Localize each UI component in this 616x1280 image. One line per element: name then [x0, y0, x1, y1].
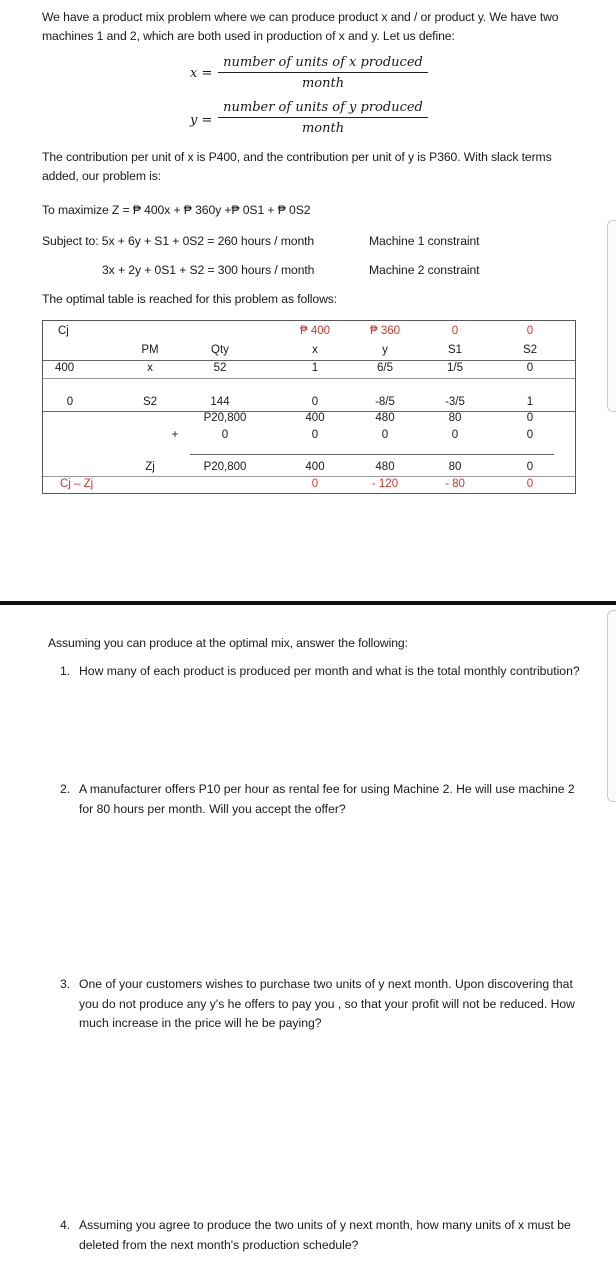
scroll-tab[interactable]: [607, 220, 616, 412]
question-number: 1.: [60, 664, 71, 678]
table-divider: [190, 454, 554, 455]
question-text: you do not produce any y's he offers to pay you , so that your profit will not be reduced. How: [79, 996, 575, 1011]
cjzj-label: Cj – Zj: [60, 478, 94, 490]
header-s2: S2: [522, 344, 538, 356]
intro-line-2: machines 1 and 2, which are both used in production of x and y. Let us define:: [42, 29, 455, 43]
constraint-2: 3x + 2y + 0S1 + S2 = 300 hours / month: [102, 263, 315, 277]
constraint-1-note: Machine 1 constraint: [369, 234, 480, 248]
plus-sign: +: [171, 429, 179, 441]
sub1-s2: 0: [526, 412, 534, 424]
question-text: for 80 hours per month. Will you accept the offer?: [79, 801, 346, 816]
x-definition-fraction: [218, 55, 428, 91]
x-definition-numerator: number of units of x produced: [218, 55, 428, 73]
question-number: 4.: [60, 1218, 71, 1232]
sub2-s2: 0: [526, 429, 534, 441]
row1-qty: 52: [213, 362, 227, 374]
sub2-y: 0: [381, 429, 389, 441]
row2-y: -8/5: [375, 396, 395, 408]
zj-s2: 0: [526, 461, 534, 473]
section-divider: [0, 601, 616, 605]
x-definition-label: x =: [190, 66, 213, 81]
zj-x: 400: [305, 461, 325, 473]
table-divider: [43, 476, 575, 477]
question-text: A manufacturer offers P10 per hour as rental fee for using Machine 2. He will use machine 2: [79, 782, 575, 796]
objective-function: To maximize Z = ₱ 400x + ₱ 360y +₱ 0S1 + ₱ 0S2: [42, 203, 311, 217]
question-text: Assuming you agree to produce the two units of y next month, how many units of x must be: [79, 1218, 571, 1232]
zj-y: 480: [375, 461, 395, 473]
y-definition-label: y =: [190, 113, 213, 128]
row2-s2: 1: [526, 396, 534, 408]
intro-line-1: We have a product mix problem where we can produce product x and / or product y. We have two: [42, 10, 559, 24]
row1-pm: x: [147, 362, 153, 374]
question-text: deleted from the next month's production schedule?: [79, 1237, 359, 1252]
sub1-qty: P20,800: [203, 412, 247, 424]
header-s1: S1: [447, 344, 463, 356]
sub1-x: 400: [305, 412, 325, 424]
cjzj-s1: - 80: [445, 478, 465, 490]
row2-qty: 144: [210, 396, 230, 408]
question-text: How many of each product is produced per month and what is the total monthly contribution?: [79, 664, 580, 678]
sub2-x: 0: [311, 429, 319, 441]
row1-s1: 1/5: [447, 362, 463, 374]
row2-pm: S2: [142, 396, 158, 408]
cjzj-s2: 0: [526, 478, 534, 490]
y-definition-fraction: [218, 100, 428, 136]
question-4: [60, 1216, 580, 1256]
x-definition-denominator: month: [301, 76, 345, 91]
sub2-s1: 0: [451, 429, 459, 441]
header-y: y: [382, 344, 388, 356]
constraint-2-note: Machine 2 constraint: [369, 263, 480, 277]
scroll-tab[interactable]: [607, 610, 616, 802]
header-x: x: [312, 344, 318, 356]
question-text: much increase in the price will he be paying?: [79, 1016, 322, 1030]
cjzj-x: 0: [311, 478, 319, 490]
row1-x: 1: [311, 362, 319, 374]
table-divider: [43, 360, 575, 361]
sub1-s1: 80: [448, 412, 462, 424]
row2-cj: 0: [66, 396, 74, 408]
zj-label: Zj: [145, 461, 155, 473]
header-qty: Qty: [211, 344, 229, 356]
contribution-line-1: The contribution per unit of x is P400, and the contribution per unit of y is P360. With slack terms: [42, 150, 552, 164]
zj-qty: P20,800: [203, 461, 247, 473]
questions-intro: Assuming you can produce at the optimal mix, answer the following:: [48, 636, 408, 650]
question-text: One of your customers wishes to purchase two units of y next month. Upon discovering that: [79, 977, 573, 991]
question-1: [60, 662, 580, 682]
row2-s1: -3/5: [445, 396, 465, 408]
table-divider: [43, 378, 575, 379]
zj-s1: 80: [448, 461, 462, 473]
question-number: 2.: [60, 782, 71, 796]
optimal-table-intro: The optimal table is reached for this problem as follows:: [42, 292, 338, 306]
y-definition-denominator: month: [301, 121, 345, 136]
cjzj-y: - 120: [371, 478, 399, 490]
cj-s1-value: 0: [451, 325, 459, 337]
question-number: 3.: [60, 977, 71, 991]
cj-x-value: ₱ 400: [299, 325, 331, 337]
cj-label: Cj: [58, 325, 69, 337]
constraint-1: Subject to: 5x + 6y + S1 + 0S2 = 260 hours / month: [42, 234, 315, 248]
row1-cj: 400: [55, 362, 75, 374]
cj-s2-value: 0: [526, 325, 534, 337]
row2-x: 0: [311, 396, 319, 408]
row1-y: 6/5: [377, 362, 393, 374]
y-definition-numerator: number of units of y produced: [218, 100, 428, 118]
sub1-y: 480: [375, 412, 395, 424]
header-pm: PM: [141, 344, 159, 356]
question-3: [60, 975, 580, 1035]
question-2: [60, 780, 580, 820]
cj-y-value: ₱ 360: [369, 325, 401, 337]
row1-s2: 0: [526, 362, 534, 374]
sub2-qty: 0: [221, 429, 229, 441]
contribution-line-2: added, our problem is:: [42, 169, 162, 183]
